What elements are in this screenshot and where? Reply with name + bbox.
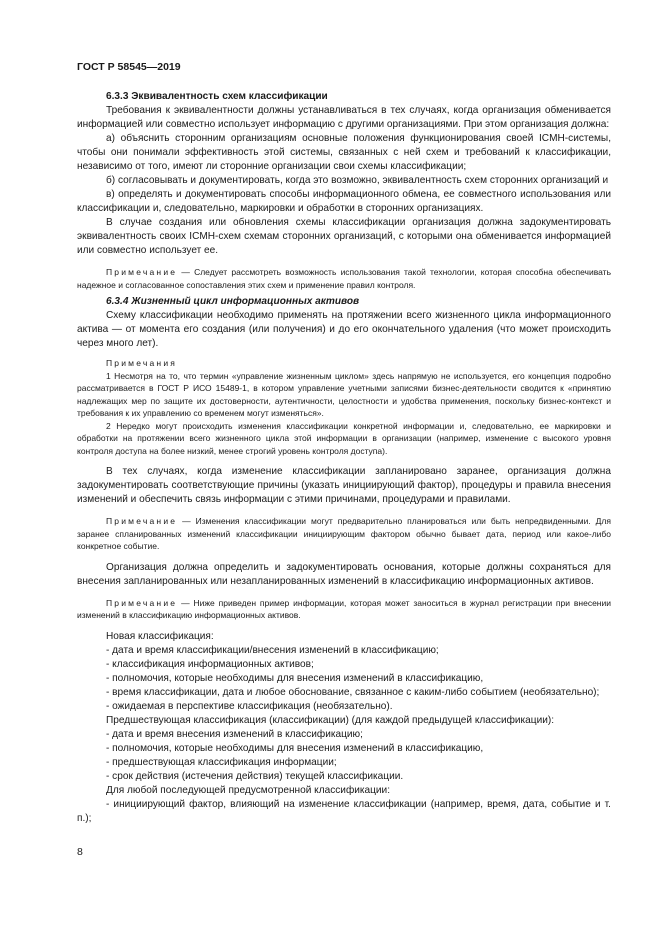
note-item: 1 Несмотря на то, что термин «управление жизненным циклом» здесь напрямую не используется, его концепция подробно рассматривается в ГОСТ Р ИСО 15489-1, в котором управление учетными записями бизнес-деятельности сводится к «принятию надлежащих мер по защите их достоверности, аутентичности, целостности и удобства применения, поскольку бизнес-контекст и требования к их управлению со временем могут изменяться». bbox=[77, 370, 611, 418]
notes-label: Примечания bbox=[106, 358, 178, 368]
paragraph: Схему классификации необходимо применять на протяжении всего жизненного цикла информационного актива — от момента его создания (или получения) и до его окончательного удаления (что может происходить через много лет). bbox=[77, 310, 611, 349]
note-label: Примечание bbox=[106, 267, 178, 277]
note-text: — Следует рассмотреть возможность использования такой технологии, которая способна обеспечивать надежное и согласованное сопоставления этих схем и применение правил контроля. bbox=[77, 267, 611, 290]
page-number: 8 bbox=[77, 846, 83, 858]
note-item: 2 Нередко могут происходить изменения классификации конкретной информации и, следовательно, ее маркировки и обработки на протяжении всего жизненного цикла этой информации в организации (например, изменение с высокого уровня контроля доступа на более низкий, менее строгий уровень контроля доступа). bbox=[77, 420, 611, 456]
document-header: ГОСТ Р 58545—2019 bbox=[77, 61, 181, 73]
note-text: — Изменения классификации могут предварительно планироваться или быть непредвиденными. Для заранее спланированных изменений классификации инициирующим фактором обычно бывает дата, период или какое-либо конкретное событие. bbox=[77, 516, 611, 551]
page-content bbox=[77, 90, 611, 826]
note-label: Примечание bbox=[106, 516, 178, 526]
list-heading: Новая классификация: bbox=[106, 630, 214, 642]
list-item: а) объяснить сторонним организациям основные положения функционирования своей ICMH-системы, чтобы они понимали эффективность этой системы, связанных с ней схем и требований к классификации, независимо от того, имеют ли сторонние организации свои схемы классификации; bbox=[77, 133, 611, 172]
paragraph: В случае создания или обновления схемы классификации организация должна задокументировать эквивалентность своих ICMH-схем схемам сторонних организаций, с которыми она обменивается информацией или совместно использует ее. bbox=[77, 217, 611, 256]
paragraph: Организация должна определить и задокументировать основания, которые должны сохраняться для внесения запланированных или незапланированных изменений в классификацию информационных активов. bbox=[77, 561, 611, 587]
note bbox=[77, 266, 611, 291]
section-heading-6-3-4: 6.3.4 Жизненный цикл информационных активов bbox=[106, 296, 360, 307]
section-heading-6-3-3: 6.3.3 Эквивалентность схем классификации bbox=[106, 91, 328, 102]
list-item: - дата и время классификации/внесения изменений в классификацию; bbox=[106, 644, 439, 656]
paragraph: Требования к эквивалентности должны устанавливаться в тех случаях, когда организация обменивается информацией или совместно использует информацию с другими организациями. При этом организация должна: bbox=[77, 105, 611, 130]
list-item: - ожидаемая в перспективе классификация (необязательно). bbox=[106, 700, 393, 712]
list-heading: Предшествующая классификация (классификации) (для каждой предыдущей классификации): bbox=[106, 714, 555, 726]
list-item: б) согласовывать и документировать, когда это возможно, эквивалентность схем сторонних организаций и bbox=[106, 175, 609, 186]
note bbox=[77, 597, 611, 622]
note bbox=[77, 515, 611, 553]
list-item: - классификация информационных активов; bbox=[106, 658, 314, 670]
list-item: - срок действия (истечения действия) текущей классификации. bbox=[106, 770, 404, 782]
note-text: — Ниже приведен пример информации, которая может заноситься в журнал регистрации при внесении изменений в классификацию информационных активов. bbox=[77, 597, 611, 620]
list-item: в) определять и документировать способы информационного обмена, ее совместного использования или классификации и, следовательно, маркировки и обработки в сторонних организациях. bbox=[77, 189, 611, 214]
list-item: - полномочия, которые необходимы для внесения изменений в классификацию, bbox=[106, 672, 484, 684]
list-heading: Для любой последующей предусмотренной классификации: bbox=[106, 784, 391, 796]
note-label: Примечание bbox=[106, 597, 178, 608]
list-item: - время классификации, дата и любое обоснование, связанное с каким-либо событием (необязательно); bbox=[106, 686, 600, 698]
list-item: - предшествующая классификация информации; bbox=[106, 756, 337, 768]
paragraph: В тех случаях, когда изменение классификации запланировано заранее, организация должна задокументировать соответствующие причины (указать инициирующий фактор), процедуры и правила внесения изменений и обеспечить связь информации с этими причинами, процедурами и правилами. bbox=[77, 466, 611, 505]
list-item: - инициирующий фактор, влияющий на изменение классификации (например, время, дата, событие и т. п.); bbox=[77, 798, 611, 824]
list-item: - полномочия, которые необходимы для внесения изменений в классификацию, bbox=[106, 742, 484, 754]
list-item: - дата и время внесения изменений в классификацию; bbox=[106, 728, 363, 740]
